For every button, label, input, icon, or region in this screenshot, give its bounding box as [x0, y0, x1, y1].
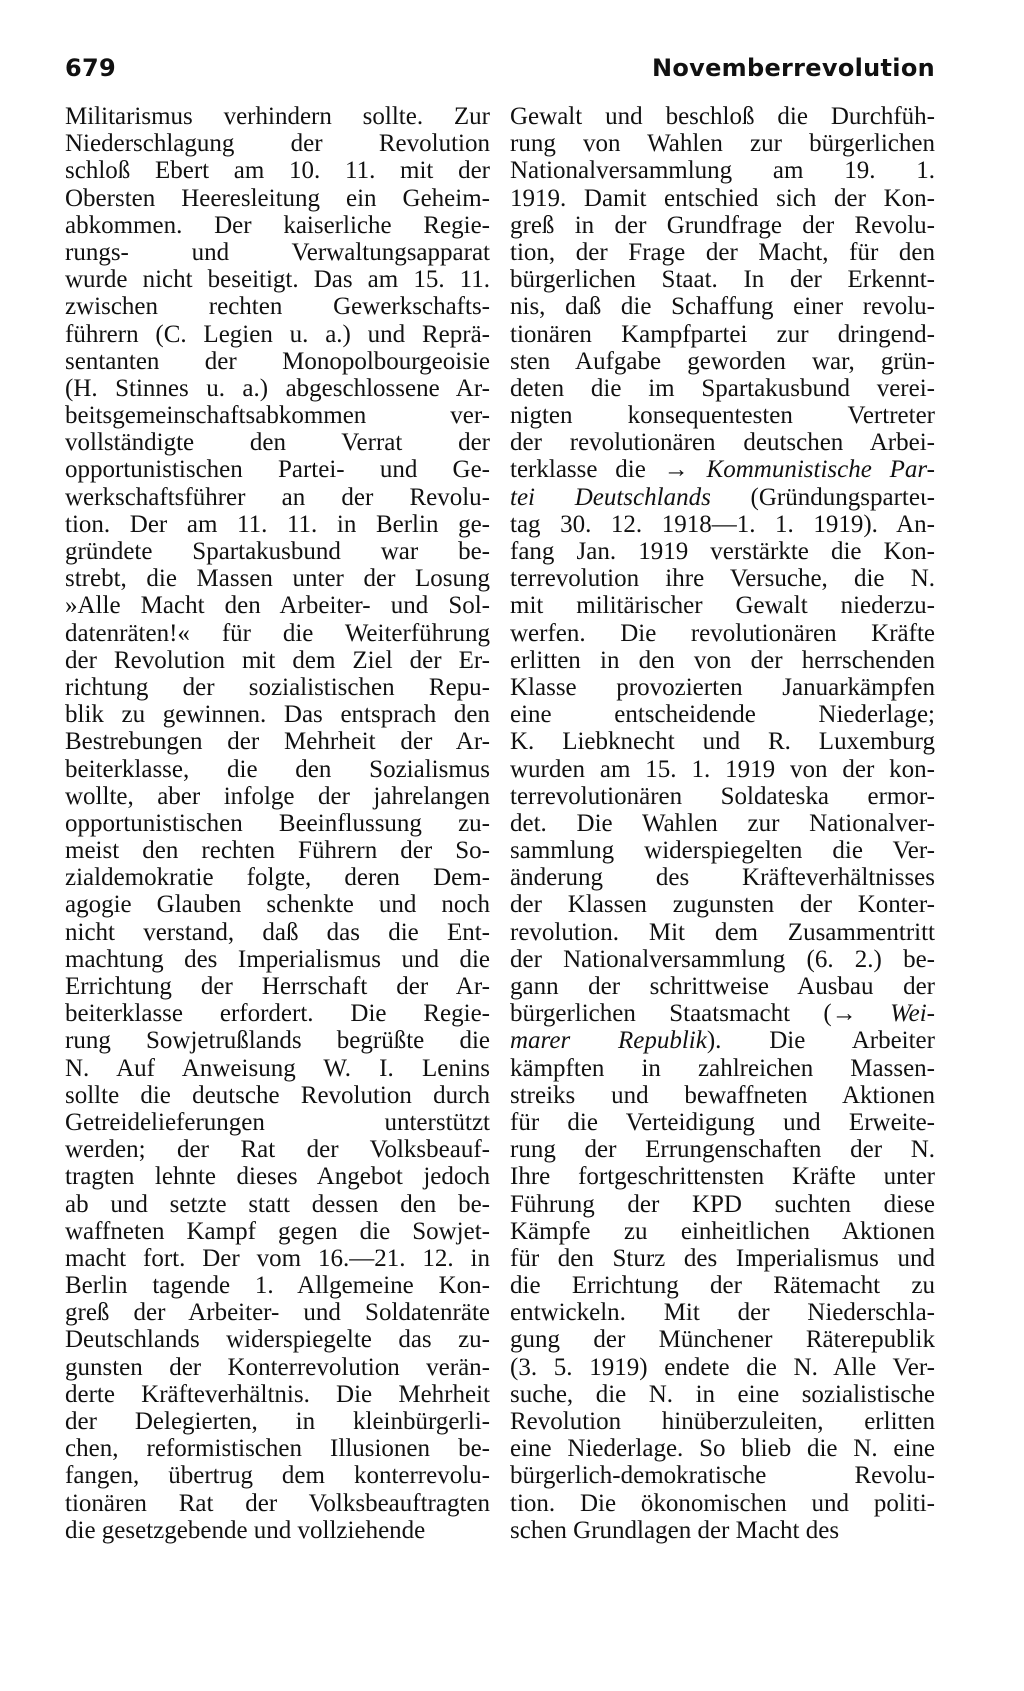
text-line: eine Niederlage. So blieb die N. eine	[510, 1435, 935, 1463]
text-line: gunsten der Konterrevolution verän-	[65, 1353, 490, 1381]
text-line: 1919. Damit entschied sich der Kon-	[510, 184, 935, 212]
text-line: rungs- und Verwaltungsapparat	[65, 238, 490, 266]
text-line: terklasse die → Kommunistische Par-	[510, 456, 935, 484]
text-line: wurde nicht beseitigt. Das am 15. 11.	[65, 266, 490, 294]
text-line: tei Deutschlands (Gründungsparteι-	[510, 483, 935, 511]
text-line: bürgerlichen Staatsmacht (→ Wei-	[510, 1000, 935, 1028]
text-line: greß in der Grundfrage der Revolu-	[510, 211, 935, 239]
text-line: Nationalversammlung am 19. 1.	[510, 157, 935, 185]
text-line: tion, der Frage der Macht, für den	[510, 238, 935, 266]
text-line: zialdemokratie folgte, deren Dem-	[65, 864, 490, 892]
text-line: derte Kräfteverhältnis. Die Mehrheit	[65, 1380, 490, 1408]
text-line: meist den rechten Führern der So-	[65, 837, 490, 865]
text-line: marer Republik). Die Arbeiter	[510, 1027, 935, 1055]
text-line: wollte, aber infolge der jahrelangen	[65, 782, 490, 810]
text-line: Getreidelieferungen unterstützt	[65, 1108, 490, 1136]
text-line: tion. Die ökonomischen und politi-	[510, 1489, 935, 1517]
text-line: nicht verstand, daß das die Ent-	[65, 918, 490, 946]
text-line: schloß Ebert am 10. 11. mit der	[65, 157, 490, 185]
text-line: chen, reformistischen Illusionen be-	[65, 1435, 490, 1463]
text-line: Ihre fortgeschrittensten Kräfte unter	[510, 1163, 935, 1191]
text-line: rung von Wahlen zur bürgerlichen	[510, 130, 935, 158]
text-column-left	[65, 103, 490, 1544]
text-line: der Revolution mit dem Ziel der Er-	[65, 646, 490, 674]
text-line: Gewalt und beschloß die Durchfüh-	[510, 103, 935, 130]
text-line: Obersten Heeresleitung ein Geheim-	[65, 184, 490, 212]
text-line: der Klassen zugunsten der Konter-	[510, 891, 935, 919]
text-line: wurden am 15. 1. 1919 von der kon-	[510, 755, 935, 783]
text-line: änderung des Kräfteverhältnisses	[510, 864, 935, 892]
text-line: terrevolution ihre Versuche, die N.	[510, 565, 935, 593]
text-line: sollte die deutsche Revolution durch	[65, 1081, 490, 1109]
text-line: werden; der Rat der Volksbeauf-	[65, 1136, 490, 1164]
text-line: tionären Rat der Volksbeauftragten	[65, 1489, 490, 1517]
text-line: bürgerlich-demokratische Revolu-	[510, 1462, 935, 1490]
text-line: opportunistischen Beeinflussung zu-	[65, 809, 490, 837]
text-line: Deutschlands widerspiegelte das zu-	[65, 1326, 490, 1354]
text-line: strebt, die Massen unter der Losung	[65, 565, 490, 593]
page-header	[65, 54, 935, 90]
text-line: fangen, übertrug dem konterrevolu-	[65, 1462, 490, 1490]
text-line: werkschaftsführer an der Revolu-	[65, 483, 490, 511]
text-line: vollständigte den Verrat der	[65, 429, 490, 457]
text-line: der Delegierten, in kleinbürgerli-	[65, 1408, 490, 1435]
text-line: führern (C. Legien u. a.) und Reprä-	[65, 320, 490, 348]
text-line: tag 30. 12. 1918—1. 1. 1919). An-	[510, 510, 935, 538]
text-line: opportunistischen Partei- und Ge-	[65, 456, 490, 484]
text-line: Errichtung der Herrschaft der Ar-	[65, 973, 490, 1000]
text-line: Niederschlagung der Revolution	[65, 130, 490, 158]
text-line: der revolutionären deutschen Arbei-	[510, 429, 935, 457]
text-line: N. Auf Anweisung W. I. Lenins	[65, 1054, 490, 1082]
text-line: tionären Kampfpartei zur dringend-	[510, 320, 935, 348]
text-line: K. Liebknecht und R. Luxemburg	[510, 728, 935, 756]
text-line: die gesetzgebende und vollziehende	[65, 1516, 426, 1544]
text-line: machtung des Imperialismus und die	[65, 945, 490, 973]
text-column-right	[510, 103, 935, 1544]
text-line: nigten konsequentesten Vertreter	[510, 402, 935, 430]
text-line: ab und setzte statt dessen den be-	[65, 1190, 490, 1218]
text-line: fang Jan. 1919 verstärkte die Kon-	[510, 538, 935, 565]
text-line: richtung der sozialistischen Repu-	[65, 673, 490, 701]
text-line: macht fort. Der vom 16.—21. 12. in	[65, 1244, 490, 1272]
text-line: waffneten Kampf gegen die Sowjet-	[65, 1217, 490, 1245]
text-line: »Alle Macht den Arbeiter- und Sol-	[65, 592, 490, 620]
text-line: Berlin tagende 1. Allgemeine Kon-	[65, 1272, 490, 1300]
text-line: Bestrebungen der Mehrheit der Ar-	[65, 728, 490, 756]
text-line: sten Aufgabe geworden war, grün-	[510, 347, 935, 375]
text-line: streiks und bewaffneten Aktionen	[510, 1081, 935, 1109]
text-line: erlitten in den von der herrschenden	[510, 646, 935, 674]
text-line: blik zu gewinnen. Das entsprach den	[65, 701, 490, 729]
text-line: kämpften in zahlreichen Massen-	[510, 1054, 935, 1082]
text-line: deten die im Spartakusbund verei-	[510, 374, 935, 402]
text-line: sentanten der Monopolbourgeoisie	[65, 347, 490, 375]
text-line: bürgerlichen Staat. In der Erkennt-	[510, 266, 935, 294]
text-line: abkommen. Der kaiserliche Regie-	[65, 211, 490, 239]
text-line: beitsgemeinschaftsabkommen ver-	[65, 402, 490, 430]
text-line: Führung der KPD suchten diese	[510, 1190, 935, 1218]
text-line: beiterklasse, die den Sozialismus	[65, 755, 490, 783]
text-line: sammlung widerspiegelten die Ver-	[510, 837, 935, 865]
text-line: rung der Errungenschaften der N.	[510, 1136, 935, 1164]
text-line: Kämpfe zu einheitlichen Aktionen	[510, 1217, 935, 1245]
text-line: der Nationalversammlung (6. 2.) be-	[510, 945, 935, 973]
text-line: für den Sturz des Imperialismus und	[510, 1244, 935, 1272]
text-line: agogie Glauben schenkte und noch	[65, 891, 490, 919]
page-number: 679	[65, 54, 116, 82]
text-line: det. Die Wahlen zur Nationalver-	[510, 809, 935, 837]
text-line: tion. Der am 11. 11. in Berlin ge-	[65, 510, 490, 538]
running-title: Novemberrevolution	[651, 54, 935, 82]
text-line: (3. 5. 1919) endete die N. Alle Ver-	[510, 1353, 935, 1381]
text-line: eine entscheidende Niederlage;	[510, 701, 935, 729]
text-line: Militarismus verhindern sollte. Zur	[65, 103, 490, 130]
text-line: Klasse provozierten Januarkämpfen	[510, 673, 935, 701]
text-line: schen Grundlagen der Macht des	[510, 1516, 840, 1544]
text-line: nis, daß die Schaffung einer revolu-	[510, 293, 935, 321]
text-line: gründete Spartakusbund war be-	[65, 538, 490, 565]
text-line: (H. Stinnes u. a.) abgeschlossene Ar-	[65, 374, 490, 402]
text-line: für die Verteidigung und Erweite-	[510, 1108, 935, 1136]
text-line: greß der Arbeiter- und Soldatenräte	[65, 1299, 490, 1327]
text-line: mit militärischer Gewalt niederzu-	[510, 592, 935, 620]
text-line: entwickeln. Mit der Niederschla-	[510, 1299, 935, 1327]
text-line: datenräten!« für die Weiterführung	[65, 619, 490, 647]
text-line: revolution. Mit dem Zusammentritt	[510, 918, 935, 946]
text-line: terrevolutionären Soldateska ermor-	[510, 782, 935, 810]
text-line: suche, die N. in eine sozialistische	[510, 1380, 935, 1408]
text-line: die Errichtung der Rätemacht zu	[510, 1272, 935, 1300]
text-line: Revolution hinüberzuleiten, erlitten	[510, 1408, 935, 1435]
text-line: beiterklasse erfordert. Die Regie-	[65, 1000, 490, 1028]
text-line: gung der Münchener Räterepublik	[510, 1326, 935, 1354]
text-line: zwischen rechten Gewerkschafts-	[65, 293, 490, 321]
text-line: gann der schrittweise Ausbau der	[510, 973, 935, 1000]
text-line: werfen. Die revolutionären Kräfte	[510, 619, 935, 647]
text-line: tragten lehnte dieses Angebot jedoch	[65, 1163, 490, 1191]
text-line: rung Sowjetrußlands begrüßte die	[65, 1027, 490, 1055]
